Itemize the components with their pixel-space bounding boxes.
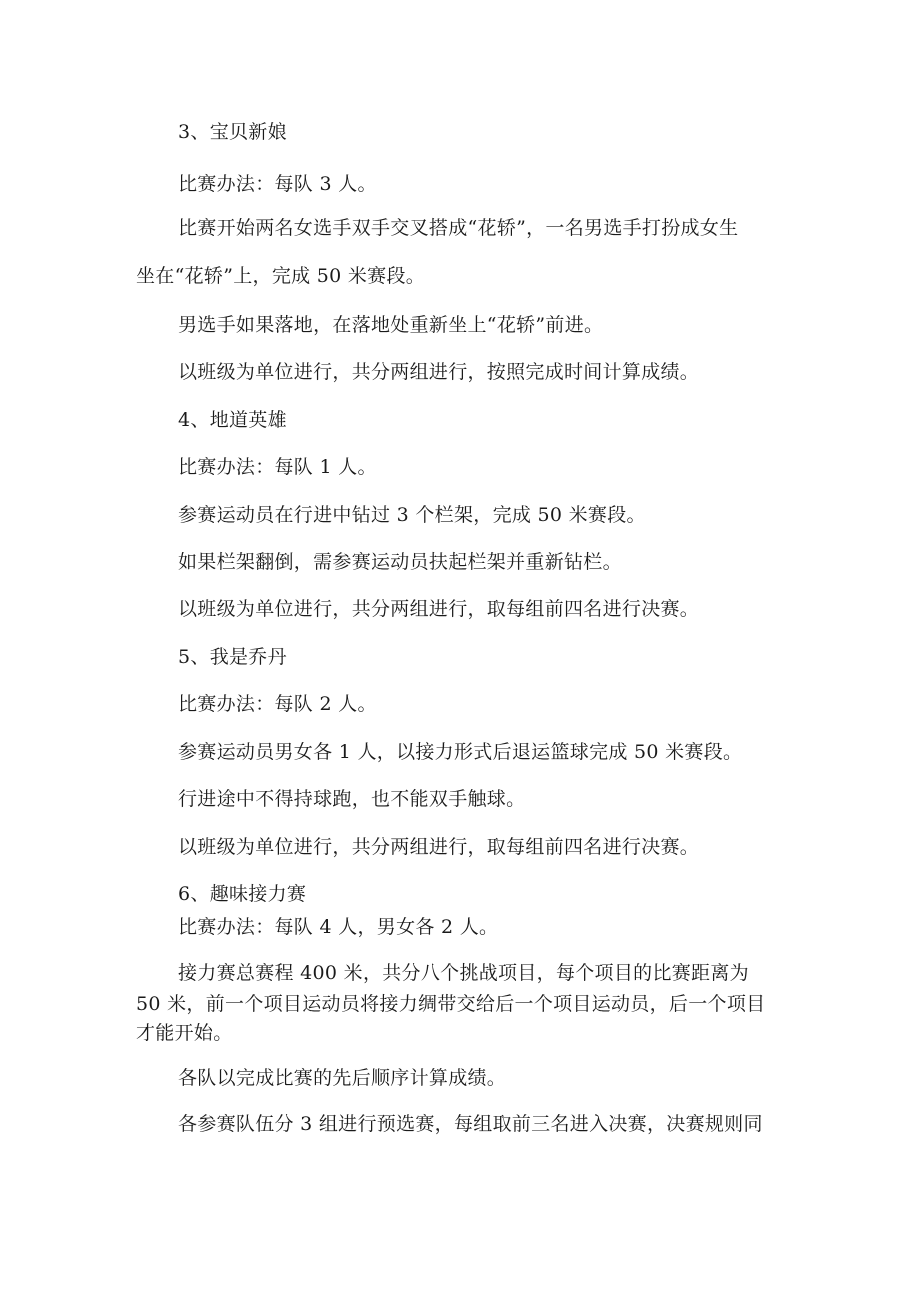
heading-6: 6、趣味接力赛: [178, 883, 307, 905]
heading-5: 5、我是乔丹: [178, 646, 287, 668]
heading-4: 4、地道英雄: [178, 409, 287, 431]
heading-3: 3、宝贝新娘: [178, 121, 287, 143]
paragraph-line: 50 米，前一个项目运动员将接力绸带交给后一个项目运动员，后一个项目: [136, 993, 766, 1015]
paragraph-line: 参赛运动员在行进中钻过 3 个栏架，完成 50 米赛段。: [178, 504, 646, 526]
paragraph-line: 比赛办法：每队 1 人。: [178, 456, 377, 478]
paragraph-line: 各参赛队伍分 3 组进行预选赛，每组取前三名进入决赛，决赛规则同: [178, 1113, 763, 1135]
paragraph-line: 行进途中不得持球跑，也不能双手触球。: [178, 788, 526, 810]
paragraph-line: 接力赛总赛程 400 米，共分八个挑战项目，每个项目的比赛距离为: [178, 962, 749, 984]
paragraph-line: 以班级为单位进行，共分两组进行，按照完成时间计算成绩。: [178, 361, 700, 383]
paragraph-line: 坐在“花轿”上，完成 50 米赛段。: [136, 265, 426, 287]
paragraph-line: 参赛运动员男女各 1 人，以接力形式后退运篮球完成 50 米赛段。: [178, 741, 743, 763]
paragraph-line: 比赛办法：每队 3 人。: [178, 173, 377, 195]
paragraph-line: 以班级为单位进行，共分两组进行，取每组前四名进行决赛。: [178, 598, 700, 620]
paragraph-line: 如果栏架翻倒，需参赛运动员扶起栏架并重新钻栏。: [178, 551, 622, 573]
paragraph-line: 比赛办法：每队 4 人，男女各 2 人。: [178, 916, 499, 938]
paragraph-line: 以班级为单位进行，共分两组进行，取每组前四名进行决赛。: [178, 836, 700, 858]
paragraph-line: 才能开始。: [136, 1022, 233, 1044]
paragraph-line: 各队以完成比赛的先后顺序计算成绩。: [178, 1067, 507, 1089]
paragraph-line: 比赛办法：每队 2 人。: [178, 693, 377, 715]
paragraph-line: 男选手如果落地，在落地处重新坐上“花轿”前进。: [178, 314, 604, 336]
paragraph-line: 比赛开始两名女选手双手交叉搭成“花轿”，一名男选手打扮成女生: [178, 217, 739, 239]
